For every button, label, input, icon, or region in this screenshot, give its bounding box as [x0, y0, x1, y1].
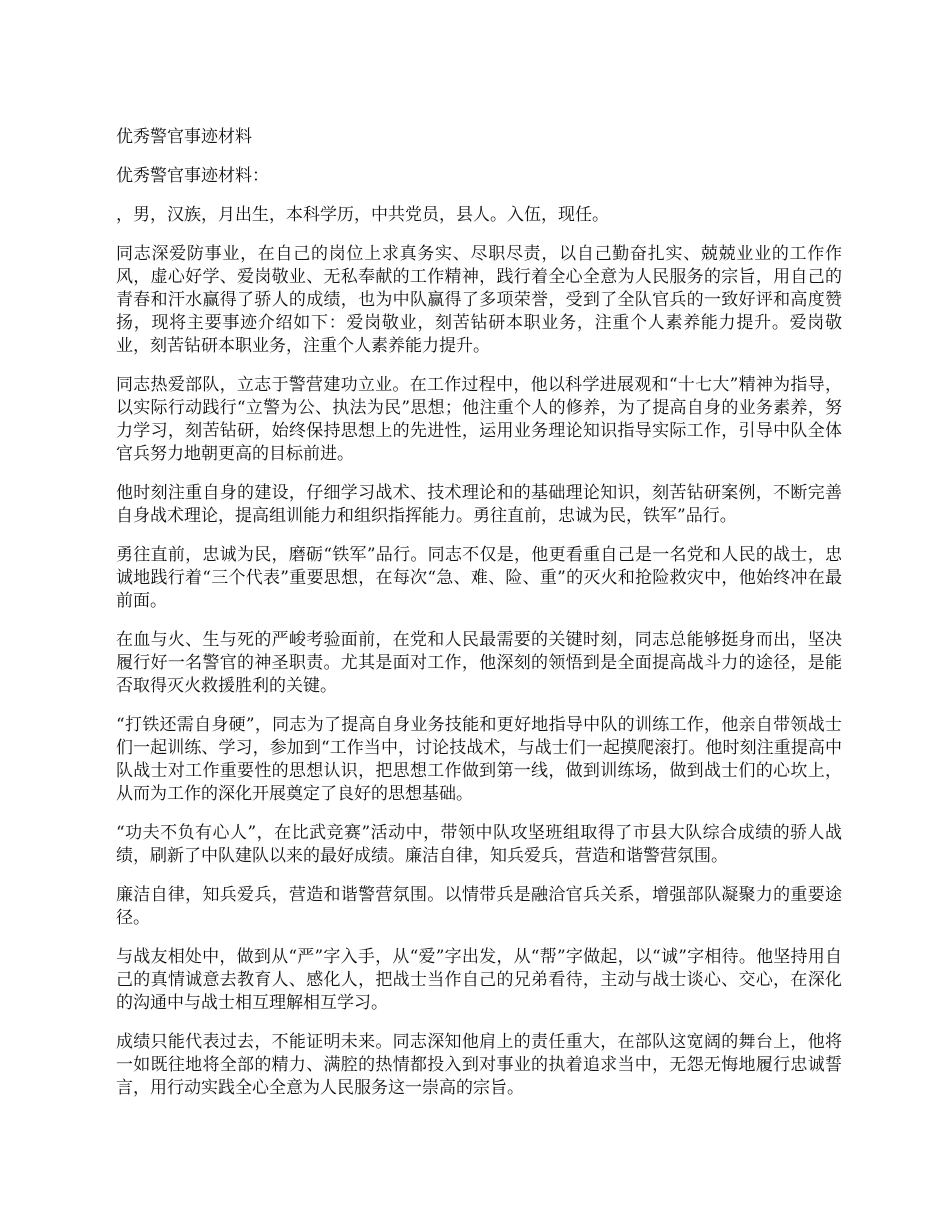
- document-title: 优秀警官事迹材料: [116, 127, 252, 147]
- document-page: [116, 126, 842, 1116]
- paragraph: 在血与火、生与死的严峻考验面前，在党和人民最需要的关键时刻，同志总能够挺身而出，坚决履行好一名警官的神圣职责。尤其是面对工作，他深刻的领悟到是全面提高战斗力的途径，是能否取得灭火救援胜利的关键。: [116, 630, 842, 696]
- paragraph-profile: ，男，汉族，月出生，本科学历，中共党员，县人。入伍，现任。: [116, 205, 609, 225]
- paragraph: 同志热爱部队，立志于警营建功立业。在工作过程中，他以科学进展观和“十七大”精神为指导，以实际行动践行“立警为公、执法为民”思想；他注重个人的修养，为了提高自身的业务素养，努力学习，刻苦钻研，始终保持思想上的先进性，运用业务理论知识指导实际工作，引导中队全体官兵努力地朝更高的目标前进。: [116, 375, 842, 464]
- paragraph: 他时刻注重自身的建设，仔细学习战术、技术理论和的基础理论知识，刻苦钻研案例，不断完善自身战术理论，提高组训能力和组织指挥能力。勇往直前，忠诚为民，铁军”品行。: [116, 483, 842, 526]
- paragraph: “打铁还需自身硬”，同志为了提高自身业务技能和更好地指导中队的训练工作，他亲自带领战士们一起训练、学习，参加到“工作当中，讨论技战术，与战士们一起摸爬滚打。他时刻注重提高中队战士对工作重要性的思想认识，把思想工作做到第一线，做到训练场，做到战士们的心坎上，从而为工作的深化开展奠定了良好的思想基础。: [116, 715, 842, 804]
- paragraph: 勇往直前，忠诚为民，磨砺“铁军”品行。同志不仅是，他更看重自己是一名党和人民的战士，忠诚地践行着“三个代表”重要思想，在每次“急、难、险、重”的灭火和抢险救灾中，他始终冲在最前面。: [116, 545, 842, 611]
- paragraph: 同志深爱防事业，在自己的岗位上求真务实、尽职尽责，以自己勤奋扎实、兢兢业业的工作作风，虚心好学、爱岗敬业、无私奉献的工作精神，践行着全心全意为人民服务的宗旨，用自己的青春和汗水赢得了骄人的成绩，也为中队赢得了多项荣誉，受到了全队官兵的一致好评和高度赞扬，现将主要事迹介绍如下：爱岗敬业，刻苦钻研本职业务，注重个人素养能力提升。爱岗敬业，刻苦钻研本职业务，注重个人素养能力提升。: [116, 244, 842, 356]
- paragraph: 廉洁自律，知兵爱兵，营造和谐警营氛围。以情带兵是融洽官兵关系，增强部队凝聚力的重要途径。: [116, 885, 842, 928]
- paragraph-heading: 优秀警官事迹材料：: [116, 166, 269, 186]
- paragraph: 与战友相处中，做到从“严”字入手，从“爱”字出发，从“帮”字做起，以“诚”字相待。他坚持用自己的真情诚意去教育人、感化人，把战士当作自己的兄弟看待，主动与战士谈心、交心，在深化的沟通中与战士相互理解相互学习。: [116, 947, 842, 1013]
- paragraph: 成绩只能代表过去，不能证明未来。同志深知他肩上的责任重大，在部队这宽阔的舞台上，他将一如既往地将全部的精力、满腔的热情都投入到对事业的执着追求当中，无怨无悔地履行忠诚誓言，用行动实践全心全意为人民服务这一崇高的宗旨。: [116, 1032, 842, 1098]
- paragraph: “功夫不负有心人”，在比武竞赛”活动中，带领中队攻坚班组取得了市县大队综合成绩的骄人战绩，刷新了中队建队以来的最好成绩。廉洁自律，知兵爱兵，营造和谐警营氛围。: [116, 823, 842, 866]
